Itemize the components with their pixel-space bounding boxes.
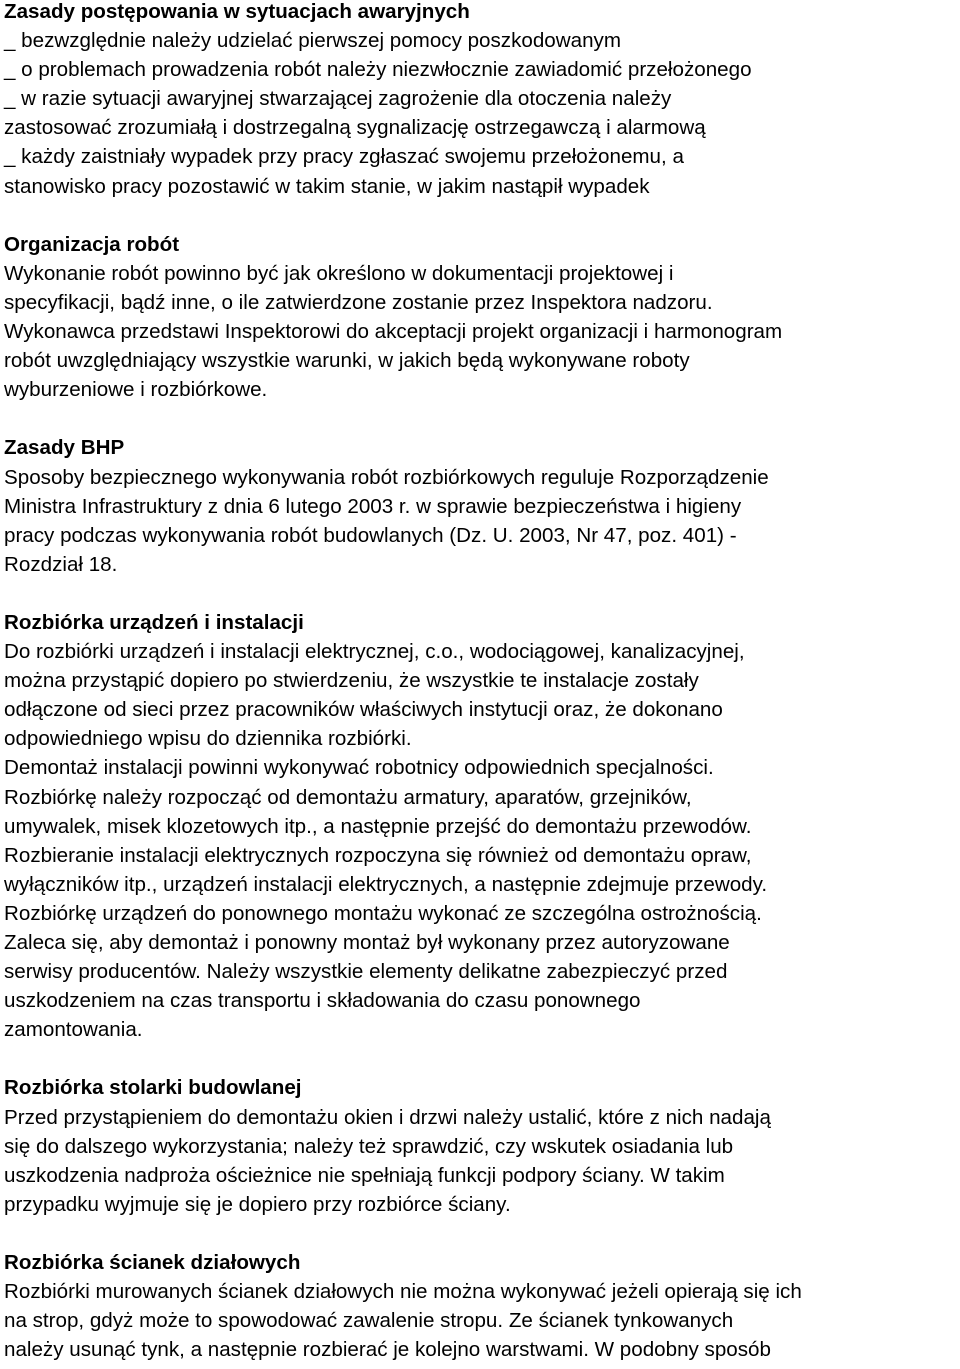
paragraph-line: Wykonawca przedstawi Inspektorowi do akceptacji projekt organizacji i harmonogram (4, 320, 783, 344)
paragraph-line: serwisy producentów. Należy wszystkie elementy delikatne zabezpieczyć przed (4, 960, 728, 984)
paragraph-line: Do rozbiórki urządzeń i instalacji elektrycznej, c.o., wodociągowej, kanalizacyjnej, (4, 640, 745, 664)
paragraph-line: _ w razie sytuacji awaryjnej stwarzającej zagrożenie dla otoczenia należy (4, 87, 672, 111)
section-emergency-procedures (4, 0, 960, 201)
paragraph-line: umywalek, misek klozetowych itp., a następnie przejść do demontażu przewodów. (4, 814, 752, 838)
paragraph-line: Zaleca się, aby demontaż i ponowny montaż był wykonany przez autoryzowane (4, 931, 730, 954)
section-work-organization (4, 230, 960, 405)
paragraph-line: odłączone od sieci przez pracowników właściwych instytucji oraz, że dokonano (4, 698, 723, 722)
paragraph-line: Rozbiórkę urządzeń do ponownego montażu wykonać ze szczególna ostrożnością. (4, 901, 762, 925)
section-partition-walls-demolition (4, 1248, 960, 1364)
paragraph-line: zamontowania. (4, 1018, 143, 1042)
section-joinery-demolition (4, 1073, 960, 1218)
paragraph-line: odpowiedniego wpisu do dziennika rozbiórki. (4, 727, 412, 751)
paragraph-line: uszkodzeniem na czas transportu i składowania do czasu ponownego (4, 989, 641, 1013)
paragraph-line: stanowisko pracy pozostawić w takim stanie, w jakim nastąpił wypadek (4, 174, 650, 198)
paragraph-line: pracy podczas wykonywania robót budowlanych (Dz. U. 2003, Nr 47, poz. 401) - (4, 523, 737, 547)
paragraph-line: się do dalszego wykorzystania; należy też sprawdzić, czy wskutek osiadania lub (4, 1134, 734, 1158)
document-page (4, 0, 960, 1364)
paragraph-line: Rozdział 18. (4, 552, 118, 576)
paragraph-line: należy usunąć tynk, a następnie rozbierać je kolejno warstwami. W podobny sposób (4, 1338, 771, 1362)
paragraph-line: uszkodzenia nadproża ościeżnice nie spełniają funkcji podpory ściany. W takim (4, 1163, 725, 1187)
paragraph-line: wyburzeniowe i rozbiórkowe. (4, 378, 268, 402)
paragraph-line: na strop, gdyż może to spowodować zawalenie stropu. Ze ścianek tynkowanych (4, 1309, 734, 1333)
paragraph-line: Rozbieranie instalacji elektrycznych rozpoczyna się również od demontażu opraw, (4, 843, 752, 867)
section-heading: Rozbiórka ścianek działowych (4, 1251, 301, 1275)
paragraph-line: Ministra Infrastruktury z dnia 6 lutego 2003 r. w sprawie bezpieczeństwa i higieny (4, 494, 742, 518)
section-heading: Rozbiórka urządzeń i instalacji (4, 610, 304, 634)
paragraph-line: Rozbiórki murowanych ścianek działowych nie można wykonywać jeżeli opierają się ich (4, 1280, 802, 1304)
paragraph-line: _ każdy zaistniały wypadek przy pracy zgłaszać swojemu przełożonemu, a (4, 145, 684, 169)
paragraph-line: Przed przystąpieniem do demontażu okien i drzwi należy ustalić, które z nich nadają (4, 1105, 771, 1129)
paragraph-line: Demontaż instalacji powinni wykonywać robotnicy odpowiednich specjalności. (4, 756, 714, 780)
paragraph-line: Sposoby bezpiecznego wykonywania robót rozbiórkowych reguluje Rozporządzenie (4, 465, 769, 489)
paragraph-line: przypadku wyjmuje się je dopiero przy rozbiórce ściany. (4, 1192, 511, 1216)
paragraph-line: _ bezwzględnie należy udzielać pierwszej pomocy poszkodowanym (4, 29, 621, 53)
paragraph-line: robót uwzględniający wszystkie warunki, w jakich będą wykonywane roboty (4, 349, 690, 373)
paragraph-line: można przystąpić dopiero po stwierdzeniu, że wszystkie te instalacje zostały (4, 669, 699, 693)
section-heading: Organizacja robót (4, 232, 180, 256)
paragraph-line: _ o problemach prowadzenia robót należy niezwłocznie zawiadomić przełożonego (4, 58, 752, 82)
section-safety-rules (4, 433, 960, 578)
section-heading: Zasady postępowania w sytuacjach awaryjnych (4, 0, 470, 23)
section-heading: Zasady BHP (4, 436, 125, 460)
section-heading: Rozbiórka stolarki budowlanej (4, 1076, 302, 1100)
paragraph-line: Rozbiórkę należy rozpocząć od demontażu armatury, aparatów, grzejników, (4, 785, 692, 809)
paragraph-line: Wykonanie robót powinno być jak określono w dokumentacji projektowej i (4, 261, 674, 285)
paragraph-line: specyfikacji, bądź inne, o ile zatwierdzone zostanie przez Inspektora nadzoru. (4, 290, 713, 314)
section-installations-demolition (4, 608, 960, 1044)
paragraph-line: zastosować zrozumiałą i dostrzegalną sygnalizację ostrzegawczą i alarmową (4, 116, 706, 140)
paragraph-line: wyłączników itp., urządzeń instalacji elektrycznych, a następnie zdejmuje przewody. (4, 872, 768, 896)
